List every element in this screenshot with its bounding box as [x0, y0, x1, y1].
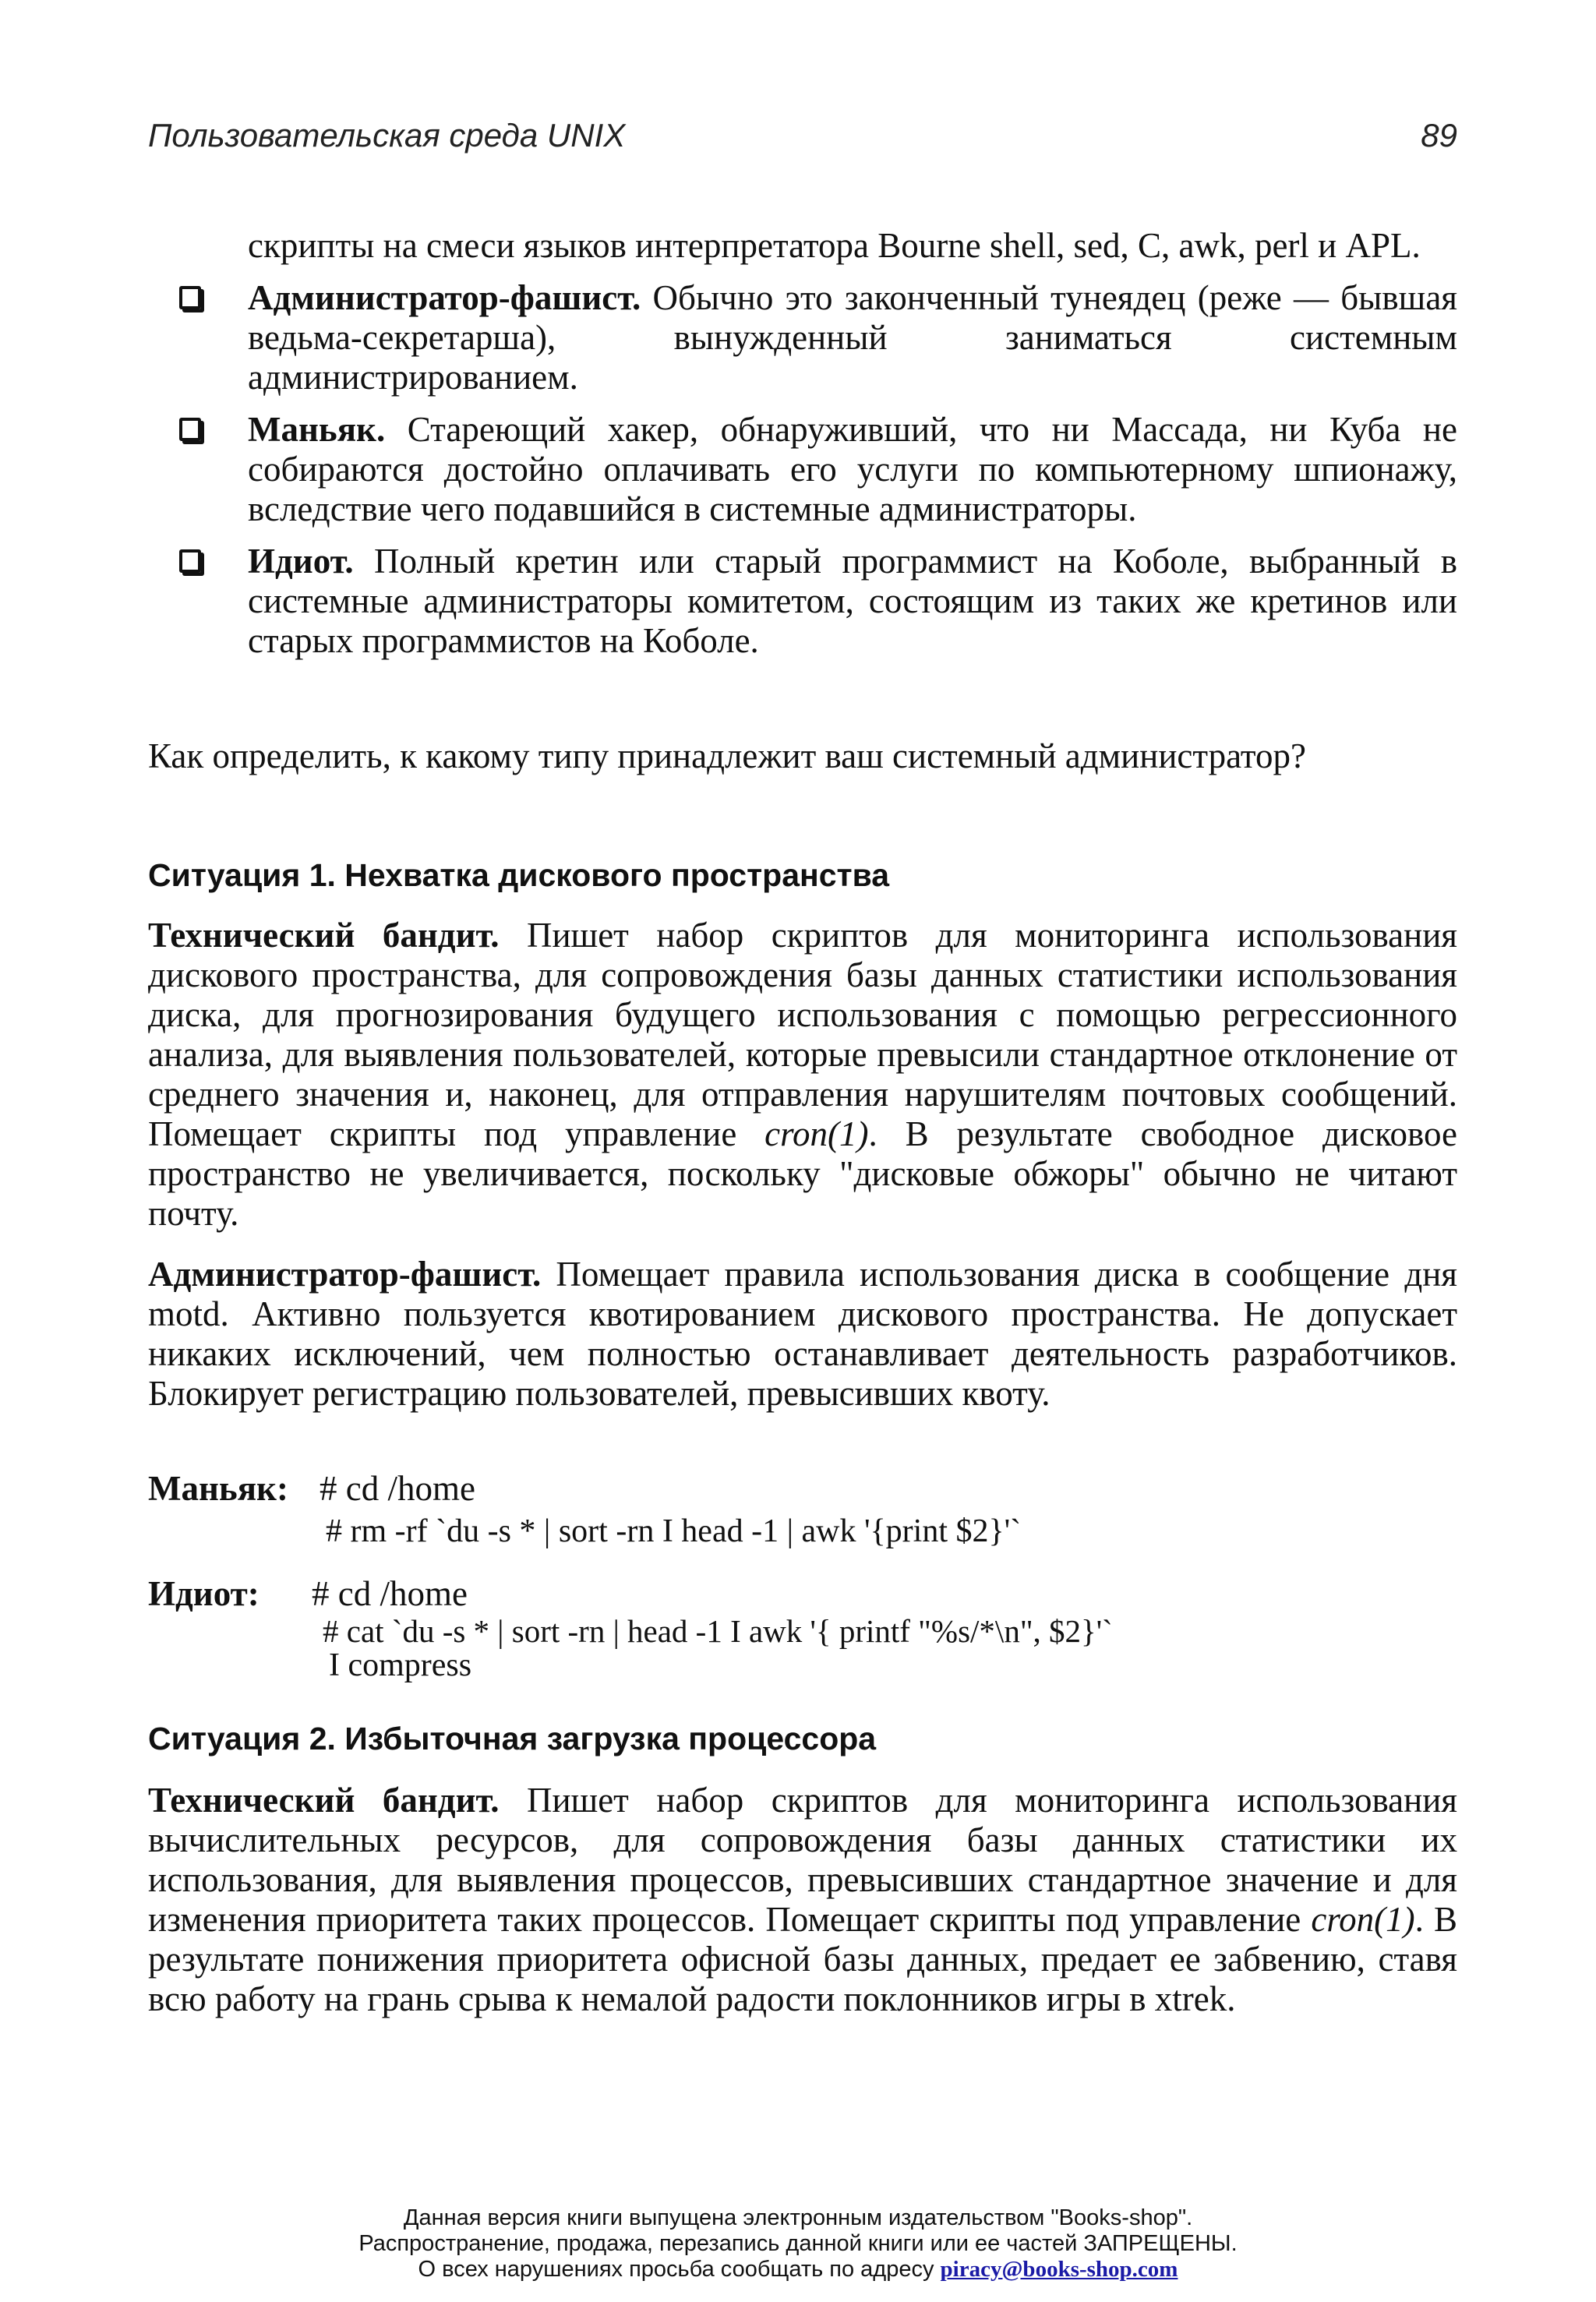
section-heading-2: Ситуация 2. Избыточная загрузка процессора	[148, 1721, 877, 1757]
s1-p2-text: Помещает правила использования диска в сообщение дня motd. Активно пользуется квотированием дискового пространства. Не допускает никаких исключений, чем полностью останавливает деятельность разработчиков. Блокирует регистрацию пользователей, превысивших квоту.	[148, 1255, 1457, 1413]
idiot-cmd-3: I compress	[329, 1647, 472, 1683]
idiot-label	[148, 1574, 260, 1613]
list-item-fascist	[179, 278, 1457, 397]
admin-types-list	[179, 226, 1457, 673]
footer-line-2: Распространение, продажа, перезапись данной книги или ее частей ЗАПРЕЩЕНЫ.	[358, 2231, 1238, 2256]
question-paragraph: Как определить, к какому типу принадлежит ваш системный администратор?	[148, 736, 1306, 775]
running-head-title: Пользовательская среда UNIX	[148, 117, 626, 154]
page-number: 89	[1421, 117, 1457, 154]
s1-fascist-paragraph	[148, 1255, 1457, 1414]
idiot-cmd-1: # cd /home	[312, 1574, 468, 1613]
desc-fascist: Обычно это законченный тунеядец (реже — бывшая ведьма-секретарша), вынужденный заниматься системным администрированием.	[248, 278, 1457, 397]
footer-line-3-prefix: О всех нарушениях просьба сообщать по адресу	[418, 2257, 941, 2282]
desc-idiot: Полный кретин или старый программист на Коболе, выбранный в системные администраторы комитетом, состоящим из таких же кретинов или старых программистов на Коболе.	[248, 542, 1457, 660]
list-item-maniac	[179, 410, 1457, 529]
checkbox-bullet-icon	[179, 549, 201, 573]
piracy-email-link[interactable]: piracy@books-shop.com	[940, 2257, 1178, 2282]
desc-maniac: Стареющий хакер, обнаруживший, что ни Массада, ни Куба не собираются достойно оплачивать его услуги по компьютерному шпионажу, вследствие чего подавшийся в системные администраторы.	[248, 410, 1457, 528]
s2-p1-text-a: Пишет набор скриптов для мониторинга использования вычислительных ресурсов, для сопровождения базы данных статистики их использования, для выявления процессов, превысивших стандартное значение и для изменения приоритета таких процессов. Помещает скрипты под управление	[148, 1781, 1457, 1939]
list-item-continuation	[179, 226, 1457, 266]
maniac-cmd-1: # cd /home	[320, 1469, 475, 1508]
idiot-label-text: Идиот:	[148, 1574, 260, 1613]
maniac-cmd-2: # rm -rf `du -s * | sort -rn I head -1 | awk '{print $2}'`	[326, 1513, 1022, 1549]
checkbox-bullet-icon	[179, 286, 201, 309]
s1-cron-ref: cron(1)	[764, 1114, 869, 1153]
section-heading-1: Ситуация 1. Нехватка дискового пространства	[148, 857, 890, 893]
s2-p1-text-b: . В результате понижения приоритета офисной базы данных, предает ее забвению, ставя всю работу на грань срыва к немалой радости поклонников игры в xtrek.	[148, 1900, 1458, 2018]
term-fascist: Администратор-фашист.	[248, 278, 641, 317]
s2-term-tech-bandit: Технический бандит.	[148, 1781, 500, 1820]
footer-line-1: Данная версия книги выпущена электронным издательством "Books-shop".	[403, 2205, 1193, 2230]
s1-p1-text-b: . В результате свободное дисковое пространство не увеличивается, поскольку "дисковые обжоры" обычно не читают почту.	[148, 1114, 1457, 1233]
term-idiot: Идиот.	[248, 542, 354, 581]
piracy-footer	[0, 2205, 1596, 2283]
s2-cron-ref: cron(1)	[1311, 1900, 1415, 1939]
continuation-text: скрипты на смеси языков интерпретатора Bourne shell, sed, C, awk, perl и APL.	[248, 226, 1421, 265]
maniac-label	[148, 1469, 288, 1508]
footer-line-3	[0, 2257, 1596, 2283]
running-head	[148, 117, 1457, 154]
list-item-idiot	[179, 542, 1457, 661]
s1-p1-text-a: Пишет набор скриптов для мониторинга использования дискового пространства, для сопровождения базы данных статистики использования диска, для прогнозирования будущего использования с помощью регрессионного анализа, для выявления пользователей, которые превысили стандартное отклонение от среднего значения и, наконец, для отправления нарушителям почтовых сообщений. Помещает скрипты под управление	[148, 916, 1457, 1153]
term-maniac: Маньяк.	[248, 410, 386, 449]
s2-tech-bandit-paragraph	[148, 1781, 1457, 2019]
idiot-cmd-2: # cat `du -s * | sort -rn | head -1 I awk '{ printf "%s/*\n", $2}'`	[323, 1613, 1113, 1649]
s1-term-fascist: Администратор-фашист.	[148, 1255, 542, 1294]
s1-term-tech-bandit: Технический бандит.	[148, 916, 500, 955]
s1-tech-bandit-paragraph	[148, 916, 1457, 1234]
checkbox-bullet-icon	[179, 418, 201, 441]
maniac-label-text: Маньяк:	[148, 1469, 288, 1508]
